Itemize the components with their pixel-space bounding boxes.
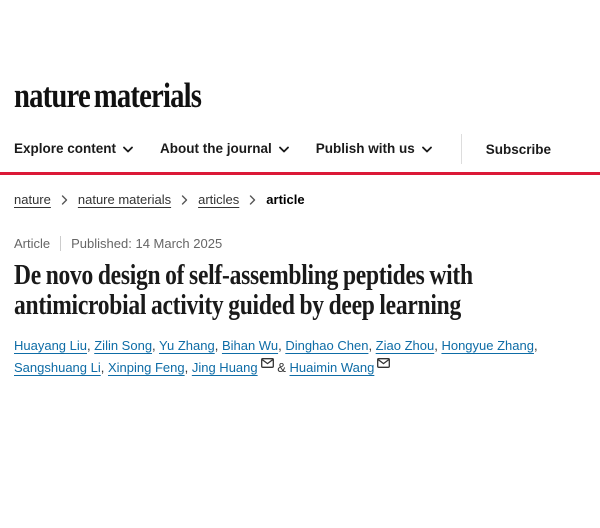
author-link-hongyue-zhang[interactable] — [441, 338, 534, 353]
meta-divider — [60, 236, 61, 251]
email-icon[interactable] — [377, 353, 390, 375]
author-list — [14, 335, 599, 379]
author-separator: , — [214, 338, 222, 353]
breadcrumb-item-articles[interactable]: articles — [198, 191, 240, 207]
nav-item-label: About the journal — [160, 141, 272, 156]
article-meta — [14, 235, 586, 251]
author-link-dinghao-chen[interactable] — [285, 338, 368, 353]
article-header — [0, 191, 600, 379]
author-link-huaimin-wang[interactable] — [290, 360, 375, 375]
author-name: Yu Zhang — [159, 338, 215, 353]
main-nav — [14, 139, 586, 159]
nav-item-about-the-journal[interactable] — [160, 141, 289, 156]
author-name: Sangshuang Li — [14, 360, 101, 375]
journal-logo[interactable]: nature materials — [14, 76, 202, 115]
article-type-label: Article — [14, 235, 51, 251]
breadcrumb — [14, 191, 586, 207]
subscribe-link[interactable]: Subscribe — [485, 141, 552, 157]
author-separator: , — [100, 360, 108, 375]
logo-row — [14, 78, 586, 120]
nav-item-label: Explore content — [14, 141, 117, 156]
chevron-right-icon — [61, 194, 68, 205]
author-name: Ziao Zhou — [375, 338, 435, 353]
chevron-down-icon — [123, 146, 133, 153]
breadcrumb-item-article: article — [266, 191, 305, 207]
author-name: Jing Huang — [191, 360, 258, 375]
author-separator: , — [434, 338, 442, 353]
chevron-right-icon — [181, 194, 188, 205]
chevron-right-icon — [249, 194, 256, 205]
author-name: Huayang Liu — [14, 338, 87, 353]
author-name: Huaimin Wang — [289, 360, 375, 375]
breadcrumb-item-nature-materials[interactable]: nature materials — [77, 191, 172, 207]
author-link-zilin-song[interactable] — [94, 338, 152, 353]
nav-items — [14, 140, 459, 158]
email-icon[interactable] — [261, 353, 274, 375]
author-link-ziao-zhou[interactable] — [376, 338, 435, 353]
published-date: 14 March 2025 — [135, 235, 223, 251]
page — [0, 78, 600, 528]
author-name: Zilin Song — [94, 338, 153, 353]
nav-item-publish-with-us[interactable] — [316, 141, 432, 156]
author-name: Xinping Feng — [107, 360, 185, 375]
author-link-huayang-liu[interactable] — [14, 338, 87, 353]
site-header — [0, 78, 600, 159]
author-name: Dinghao Chen — [285, 338, 369, 353]
chevron-down-icon — [422, 146, 432, 153]
author-link-yu-zhang[interactable] — [159, 338, 215, 353]
breadcrumb-item-nature[interactable]: nature — [14, 191, 51, 207]
nav-item-explore-content[interactable] — [14, 141, 133, 156]
author-link-jing-huang[interactable] — [192, 360, 258, 375]
nav-divider — [461, 134, 462, 164]
author-separator: , — [184, 360, 192, 375]
author-name: Bihan Wu — [221, 338, 279, 353]
chevron-down-icon — [279, 146, 289, 153]
brand-red-rule — [0, 172, 600, 175]
author-separator: , — [533, 338, 538, 353]
author-separator: & — [273, 360, 290, 375]
article-title: De novo design of self-assembling peptides with antimicrobial activity guided by deep learning — [14, 260, 473, 321]
published-label: Published: — [71, 235, 132, 251]
author-link-bihan-wu[interactable] — [222, 338, 278, 353]
author-link-sangshuang-li[interactable] — [14, 360, 101, 375]
author-separator: , — [368, 338, 376, 353]
author-separator: , — [87, 338, 95, 353]
nav-item-label: Publish with us — [315, 141, 415, 156]
author-separator: , — [152, 338, 160, 353]
author-name: Hongyue Zhang — [441, 338, 534, 353]
author-link-xinping-feng[interactable] — [108, 360, 185, 375]
author-separator: , — [278, 338, 286, 353]
